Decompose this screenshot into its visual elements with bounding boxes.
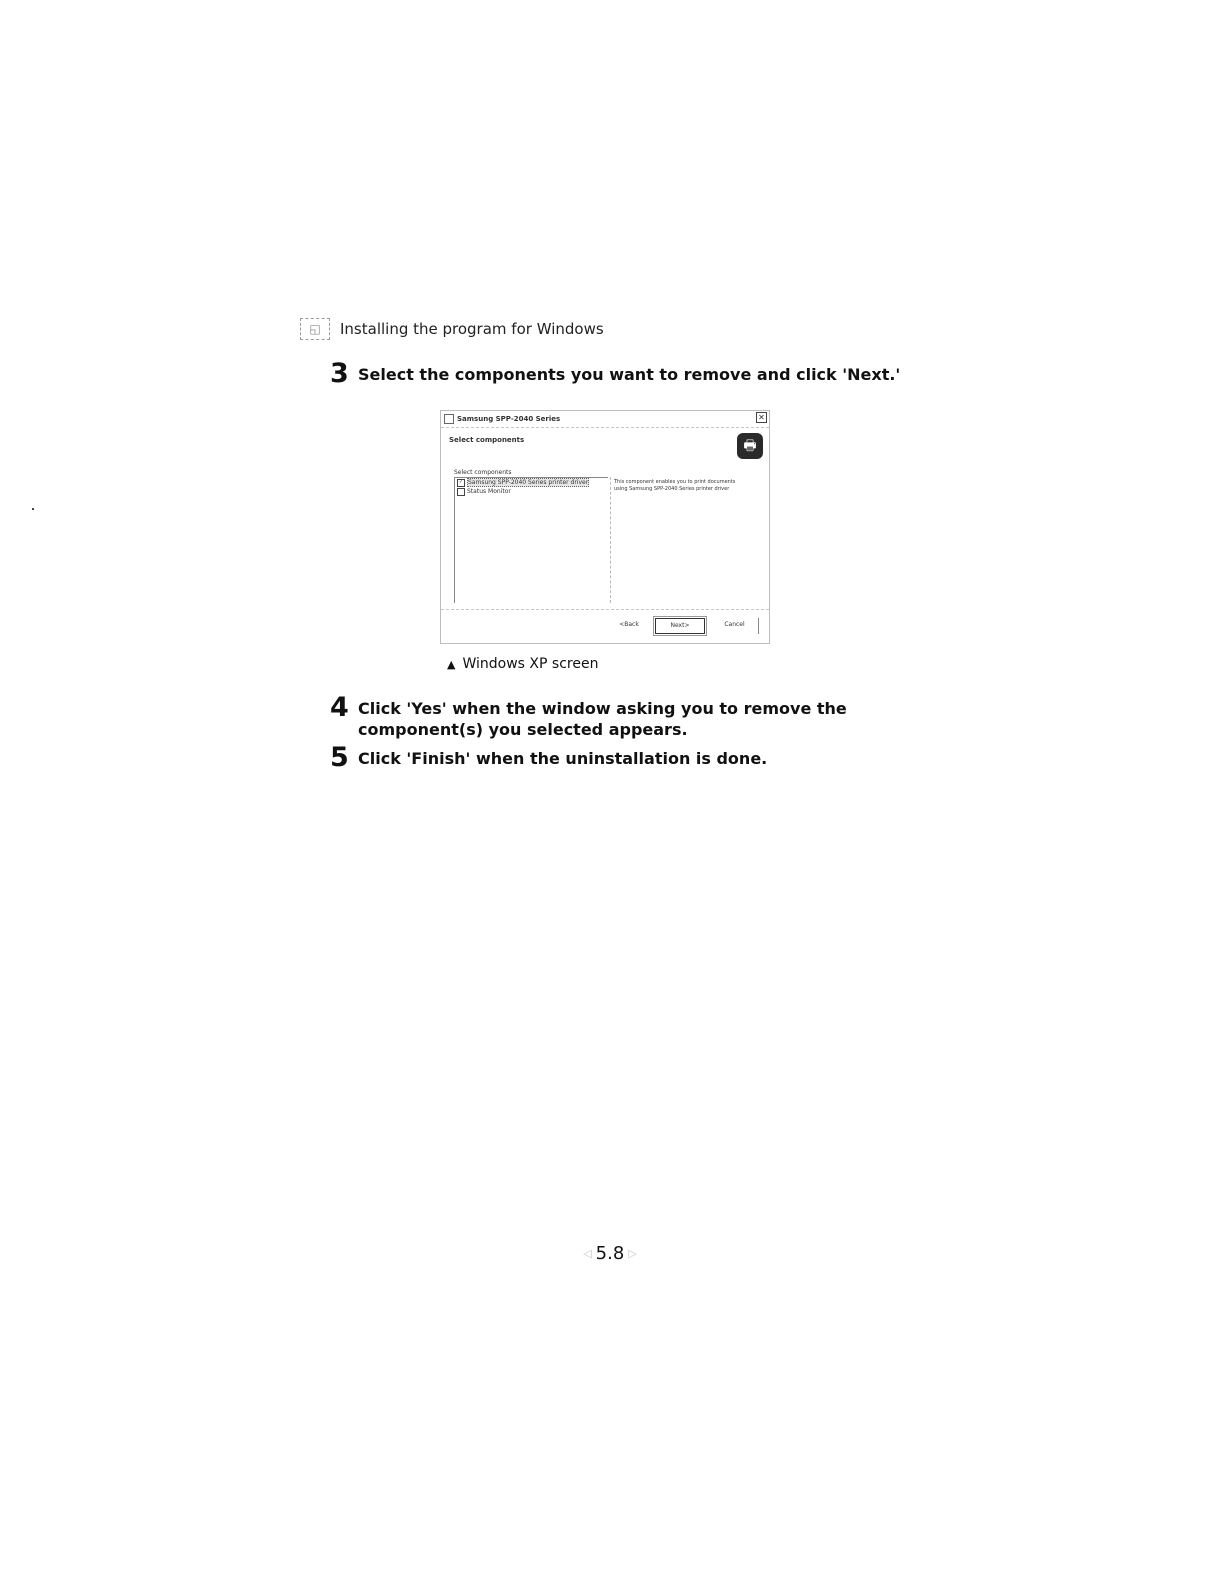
caption-text: Windows XP screen — [462, 656, 599, 672]
step-number: 4 — [330, 692, 349, 723]
installer-icon — [444, 414, 454, 424]
step-number: 5 — [330, 742, 349, 773]
scan-speck — [32, 508, 34, 510]
figure-caption — [447, 656, 598, 672]
component-label: Samsung SPP-2040 Series printer driver — [468, 479, 589, 486]
chevron-left-icon: ◁ — [583, 1247, 592, 1260]
section-header — [300, 318, 604, 340]
step-instruction — [358, 698, 847, 740]
step-instruction: Select the components you want to remove and click 'Next.' — [358, 365, 901, 384]
page-number — [560, 1243, 660, 1264]
component-description — [610, 477, 766, 603]
dialog-title: Samsung SPP-2040 Series — [457, 415, 561, 423]
list-item[interactable] — [455, 478, 608, 487]
step-4 — [330, 694, 847, 740]
step-3 — [330, 360, 900, 387]
step-5 — [330, 744, 767, 771]
description-line: using Samsung SPP-2040 Series printer driver — [614, 486, 730, 492]
printer-wizard-icon: 🖶 — [737, 433, 763, 459]
page-number-text: 5.8 — [595, 1243, 625, 1264]
component-list-label: Select components — [454, 469, 512, 476]
step-instruction-line: component(s) you selected appears. — [358, 720, 688, 739]
wizard-dialog-screenshot — [440, 410, 770, 644]
printer-icon: ◱ — [300, 318, 330, 340]
list-item[interactable] — [455, 487, 608, 496]
step-number: 3 — [330, 358, 349, 389]
component-list — [454, 477, 608, 603]
step-instruction-line: Click 'Yes' when the window asking you to remove the — [358, 699, 847, 718]
triangle-up-icon: ▲ — [447, 657, 456, 671]
dialog-heading: Select components — [449, 436, 525, 444]
close-icon[interactable]: ✕ — [756, 412, 767, 423]
next-button[interactable]: Next> — [655, 618, 705, 634]
dialog-button-row — [441, 609, 769, 644]
cancel-button[interactable]: Cancel — [711, 618, 759, 634]
chevron-right-icon: ▷ — [628, 1247, 637, 1260]
dialog-titlebar — [441, 411, 769, 428]
description-line: This component enables you to print documents — [614, 479, 736, 485]
back-button[interactable]: <Back — [619, 621, 639, 628]
checkbox-checked-icon[interactable]: ✓ — [458, 478, 464, 485]
checkbox-icon[interactable] — [457, 488, 465, 496]
section-title: Installing the program for Windows — [340, 320, 604, 338]
component-label: Status Monitor — [467, 488, 511, 495]
step-instruction: Click 'Finish' when the uninstallation is done. — [358, 749, 768, 768]
